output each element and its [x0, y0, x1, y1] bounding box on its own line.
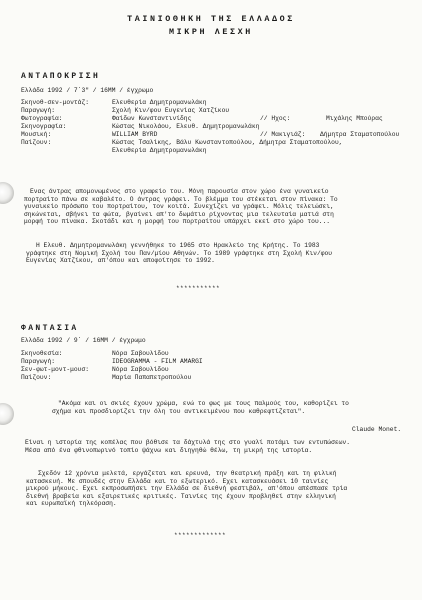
- synopsis-line: πορτραίτο πάνω σε καβαλέτο. Ο άντρας γράφει. Το βλέμμα του στέκεται στον πίνακα: Το: [24, 195, 338, 203]
- film2-about: [25, 439, 415, 454]
- bio-line: και ευρωπαϊκή τηλεόραση.: [26, 500, 117, 508]
- film2-meta: Ελλάδα 1992 / 9΄ / 16MM / έγχρωμο: [21, 337, 146, 344]
- credit-value: Δήμητρα Σταματοπούλου: [320, 131, 400, 138]
- quote-line: "Ακόμα και οι σκιές έχουν χρώμα, ενώ το φως με τους παλμούς του, καθορίζει το: [58, 400, 349, 407]
- film1-title: ΑΝΤΑΠΟΚΡΙΣΗ: [21, 72, 101, 81]
- credit-label: Παραγωγή:: [21, 107, 56, 114]
- credit-label: // Ηχος:: [260, 115, 291, 122]
- synopsis-line: μορφή του πίνακα. Σκοτάδι και η μορφή του πορτραίτου υπάρχει εκεί στο χώρο του...: [24, 218, 331, 226]
- section-separator: ***********: [176, 285, 221, 292]
- credit-label: Παραγωγή:: [21, 358, 56, 365]
- credit-label: Παίζουν:: [21, 139, 52, 146]
- synopsis-line: σηκώνεται, σβήνει τα φώτα, βγαίνει απ'το δωμάτιο ρίχνοντας μια τελευταία ματιά στη: [24, 210, 334, 218]
- bio-line: διεθνή βραβεία και εξαιρετικές κριτικές. Ταινίες της έχουν προβληθεί στην ελληνική: [26, 492, 336, 500]
- synopsis-line: Ενας άντρας απομονωμένος στο γραφείο του. Μόνη παρουσία στον χώρο ένα γυναικείο: [30, 188, 329, 195]
- film2-bio: [26, 470, 418, 508]
- film1-synopsis: [24, 188, 410, 226]
- credit-value: Νόρα Σαβουλίδου: [112, 350, 169, 357]
- credit-value: Μιχάλης Μπούρας: [326, 115, 383, 122]
- quote-line: σχήμα και προσδιορίζει την όλη του αντικειμένου που καθρεφτίζεται".: [52, 407, 306, 415]
- film2-quote: [52, 400, 408, 415]
- about-line: Είναι η ιστορία της κοπέλας που βόθισε τα δάχτυλά της στο γυαλί ποτάμι των εντυπώσεων.: [25, 439, 350, 446]
- synopsis-line: γυναικείο πρόσωπο του πορτραίτου, τον κοιτά. Συνεχίζει να γράφει. Μόλις τελειώσει,: [24, 203, 334, 211]
- punch-hole: [0, 182, 14, 204]
- bio-line: Ευγενίας Χατζίκου, απ'όπου και αποφοίτησε το 1992.: [26, 257, 215, 265]
- archive-title: ΤΑΙΝΙΟΘΗΚΗ ΤΗΣ ΕΛΛΑΔΟΣ: [127, 14, 295, 24]
- bio-line: Σχεδόν 12 χρόνια μελετά, εργάζεται και ερευνά, την θεατρική πράξη και τη φιλική: [38, 470, 337, 477]
- credit-value: Ελευθερία Δημητρομανωλάκη: [112, 147, 207, 154]
- bio-line: κατασκευή. Με σπουδές στην Ελλάδα και το εξωτερικό. Εχει κατασκευάσει 10 ταινίες: [26, 477, 329, 485]
- credit-label: // Μακιγιάζ:: [260, 131, 306, 138]
- punch-hole: [0, 403, 14, 425]
- credit-label: Σεν-φωτ-μοντ-μουσ:: [21, 366, 90, 373]
- credit-label: Φωτογραφία:: [21, 115, 63, 122]
- bio-line: γράφτηκε στη Νομική Σχολή του Παν/μίου Αθηνών. Το 1989 γράφτηκε στη Σχολή Κιν/φου: [26, 249, 333, 257]
- credit-value: Κώστας Νικολάου, Ελευθ. Δημητρομανωλάκη: [112, 123, 260, 130]
- credit-value: IDEOGRAMMA - FILM AMARGI: [112, 358, 203, 365]
- section-separator: *************: [174, 532, 227, 539]
- bio-line: Η Ελευθ. Δημητρομανωλάκη γεννήθηκε το 1965 στο Ηρακλείο της Κρήτης. Το 1983: [36, 242, 320, 249]
- film2-title: ΦΑΝΤΑΣΙΑ: [21, 324, 79, 333]
- film1-meta: Ελλάδα 1992 / 7΄3" / 16MM / έγχρωμο: [21, 87, 154, 94]
- film1-bio: [26, 242, 416, 265]
- about-line: Μέσα από ένα φθινοπωρινό τοπίο ψάχνω και διηγηθώ θέλω, τη μικρή της ιστορία.: [25, 446, 313, 454]
- credit-label: Παίζουν:: [21, 374, 52, 381]
- credit-label: Σκηνοθ-σεν-μοντάζ:: [21, 99, 90, 106]
- credit-value: Σχολή Κιν/φου Ευγενίας Χατζίκου: [112, 107, 230, 114]
- quote-author: Claude Monet.: [352, 426, 402, 433]
- credit-label: Σκηνοθεσία:: [21, 350, 63, 357]
- club-subtitle: ΜΙΚΡΗ ΛΕΣΧΗ: [169, 27, 253, 37]
- credit-value: Κώστας Τσαλίκης, Βάλυ Κωνσταντοπούλου, Δήμητρα Σταματοπούλου,: [112, 139, 343, 146]
- credit-value: WILLIAM BYRD: [112, 131, 158, 138]
- credit-label: Μουσική:: [21, 131, 52, 138]
- credit-value: Φαίδων Κωνσταντινίδης: [112, 115, 192, 122]
- bio-line: μικρού μήκους. Εχει εκπροσωπήσει την Ελλάδα σε διεθνή φεστιβάλ, απ'όπου απέσπασε τρία: [26, 485, 348, 493]
- credit-value: Ελευθερία Δημητρομανωλάκη: [112, 99, 207, 106]
- credit-value: Νόρα Σαβουλίδου: [112, 366, 169, 373]
- credit-label: Σκηνογραφία:: [21, 123, 67, 130]
- credit-value: Μαρία Παπαπετροπούλου: [112, 374, 192, 381]
